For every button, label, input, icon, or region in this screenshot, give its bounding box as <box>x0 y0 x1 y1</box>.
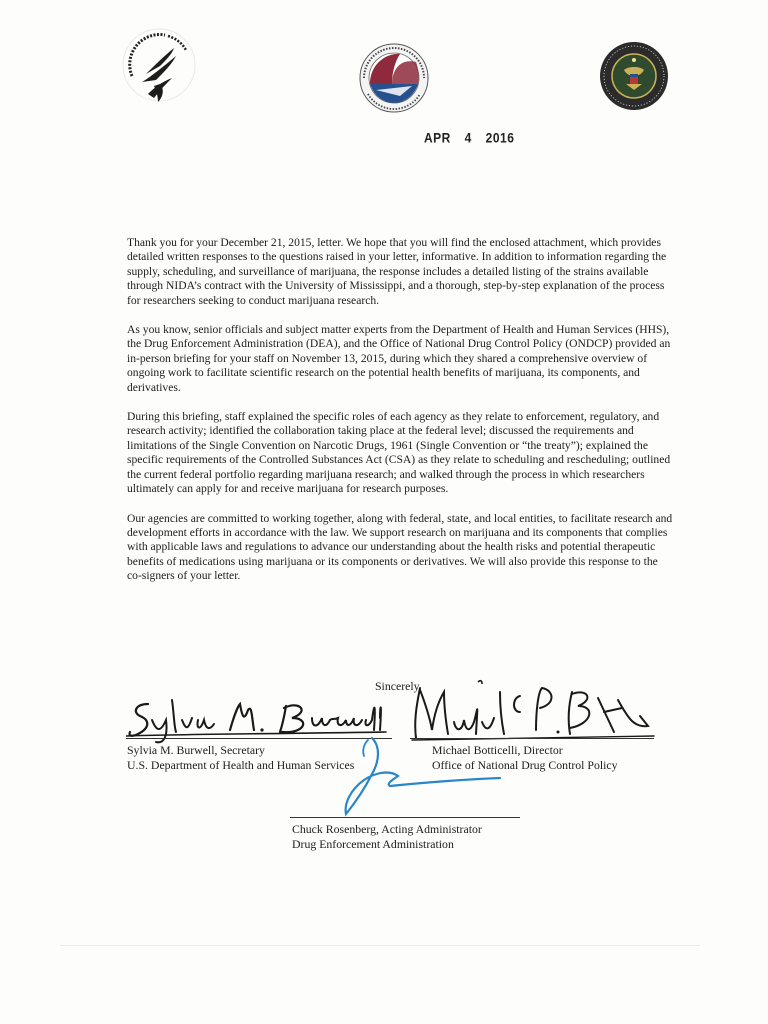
paragraph-4: Our agencies are committed to working together, along with federal, state, and local entities, to facilitate research and development efforts in accordance with the law. We support research on marijuana and its components that complies with applicable laws and regulations to advance our understanding about the health risks and potential therapeutic benefits of medications using marijuana or its components or derivatives. We will also provide this response to the co-signers of your letter. <box>127 511 673 583</box>
rosenberg-name: Chuck Rosenberg, Acting Administrator <box>292 822 482 836</box>
botticelli-name: Michael Botticelli, Director <box>432 743 563 757</box>
rosenberg-signature-icon <box>310 734 510 820</box>
rosenberg-signature-block <box>292 822 482 851</box>
rosenberg-signature-line <box>290 817 520 818</box>
closing-salutation: Sincerely, <box>375 679 422 693</box>
ondcp-seal-icon <box>598 40 670 112</box>
paragraph-2: As you know, senior officials and subject matter experts from the Department of Health and Human Services (HHS), the Drug Enforcement Administration (DEA), and the Office of National Drug Control Policy (ONDCP) provided an in-person briefing for your staff on November 13, 2015, during which they shared a comprehensive overview of ongoing work to facilitate scientific research on the potential health benefits of marijuana, its components, and derivatives. <box>127 323 671 394</box>
rosenberg-org: Drug Enforcement Administration <box>292 836 454 851</box>
dea-seal-icon <box>356 40 432 116</box>
paragraph-1: Thank you for your December 21, 2015, letter. We hope that you will find the enclosed attachment, which provides detailed written responses to the questions raised in your letter, informative. In addition to information regarding the supply, scheduling, and surveillance of marijuana, the response includes a detailed listing of the strains available through NIDA’s contract with the University of Mississippi, and a thorough, step-by-step explanation of the process for researchers seeking to conduct marijuana research. <box>127 236 667 307</box>
date-stamp: APR 4 2016 <box>424 130 515 147</box>
letter-body <box>127 236 675 599</box>
burwell-org: U.S. Department of Health and Human Services <box>127 757 355 772</box>
paragraph-3: During this briefing, staff explained the specific roles of each agency as they relate to enforcement, regulatory, and research activity; identified the collaboration taking place at the federal level; discussed the requirements and limitations of the Single Convention on Narcotic Drugs, 1961 (Single Convention or “the treaty”); explained the specific requirements of the Controlled Substances Act (CSA) as they relate to scheduling and rescheduling; outlined the current federal portfolio regarding marijuana research; and walked through the process in which researchers ultimately can apply for and receive marijuana for research purposes. <box>127 410 671 496</box>
botticelli-org: Office of National Drug Control Policy <box>432 757 618 772</box>
hhs-seal-icon <box>120 26 198 104</box>
scan-artifact-line <box>60 945 700 946</box>
burwell-name: Sylvia M. Burwell, Secretary <box>127 743 265 757</box>
